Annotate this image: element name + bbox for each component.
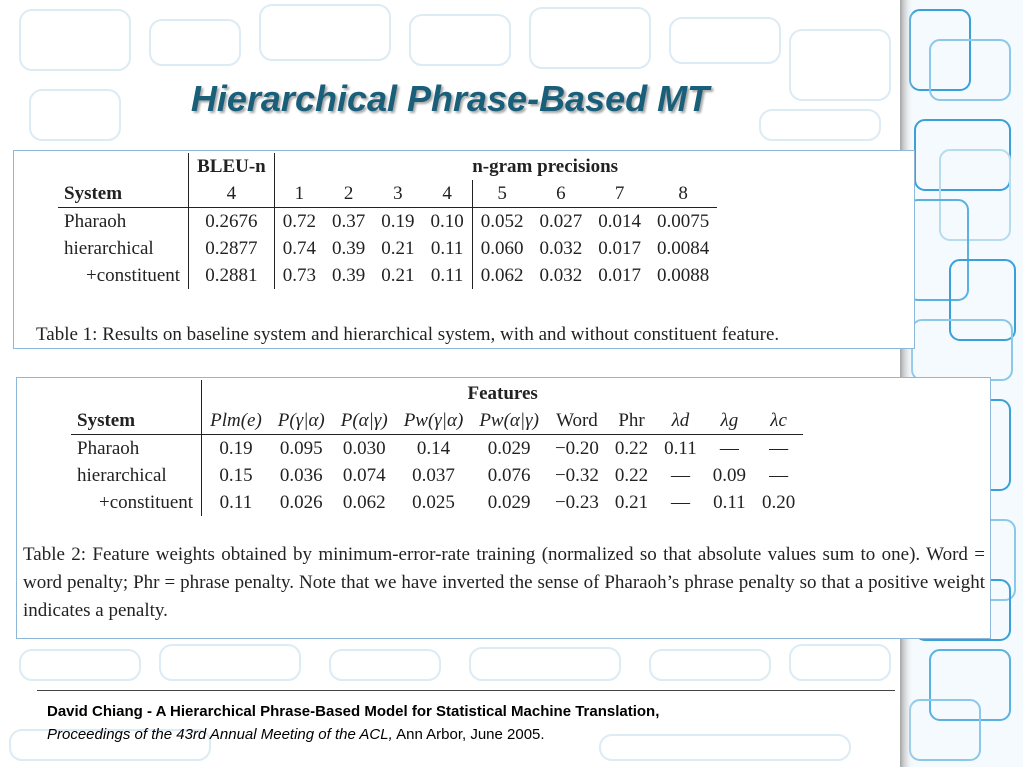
table2-cell: 0.19: [202, 435, 270, 463]
table1-cell: 0.2877: [189, 235, 275, 262]
table2-cell: —: [769, 437, 789, 459]
table2-cell: 0.11: [202, 489, 270, 516]
table1-ngram-header-left: [274, 153, 472, 180]
table1-cell: 0.060: [472, 235, 531, 262]
table2-panel: [16, 377, 991, 639]
table1-cell: hierarchical: [64, 237, 154, 259]
table2-cell: −0.32: [554, 464, 599, 486]
table1: [58, 153, 717, 289]
table1-cell: Pharaoh: [64, 210, 127, 232]
table1-header-row: [58, 180, 717, 208]
table1-cell: 0.2881: [189, 262, 275, 289]
table2-cell: 0.036: [279, 464, 323, 486]
table2-cell: −0.20: [554, 437, 599, 459]
table1-col-p4: 4: [422, 180, 472, 208]
table2-col-pw-gamma-alpha: Pw(γ|α): [396, 407, 472, 435]
citation-title: David Chiang - A Hierarchical Phrase-Based Model for Statistical Machine Translation,: [47, 703, 660, 720]
table1-top-header-row: [58, 153, 717, 180]
table2-cell: —: [670, 491, 690, 513]
table2-cell: —: [769, 464, 789, 486]
table1-col-p8: 8: [649, 180, 717, 208]
table1-col-bleu4: 4: [189, 180, 275, 208]
table2-features-header: Features: [202, 380, 804, 407]
table2-cell: 0.22: [614, 464, 649, 486]
table1-cell: 0.37: [331, 210, 366, 232]
table1-cell: 0.062: [472, 262, 531, 289]
table-row: [58, 208, 717, 236]
table1-bleu-header: BLEU-n: [189, 153, 275, 180]
citation: [47, 700, 897, 746]
table1-cell: +constituent: [86, 264, 181, 286]
table1-cell: 0.11: [430, 237, 464, 259]
table-row: [58, 262, 717, 289]
table2-cell: Pharaoh: [77, 437, 140, 459]
table1-col-p6: 6: [531, 180, 590, 208]
table1-cell: 0.39: [331, 264, 366, 286]
table1-cell: 0.19: [381, 210, 415, 232]
table2-cell: —: [719, 437, 739, 459]
table2-cell: 0.029: [487, 491, 531, 513]
table2-cell: 0.025: [412, 491, 455, 513]
table2: [71, 380, 803, 516]
table1-cell: 0.032: [539, 237, 583, 259]
table-row: [71, 489, 803, 516]
footer-divider: [37, 690, 895, 691]
table2-cell: 0.030: [342, 437, 386, 459]
table2-cell: 0.076: [487, 464, 531, 486]
table2-col-p-gamma-alpha: P(γ|α): [270, 407, 333, 435]
table2-col-lambda-d: λd: [656, 407, 705, 435]
table1-ngram-header: n-gram precisions: [472, 155, 619, 177]
table2-cell: 0.11: [713, 491, 746, 513]
table1-cell: 0.74: [274, 235, 324, 262]
table1-cell: 0.0088: [656, 264, 710, 286]
table1-cell: 0.10: [430, 210, 464, 232]
table1-cell: 0.39: [331, 237, 366, 259]
table2-cell: 0.22: [614, 437, 649, 459]
slide-title: Hierarchical Phrase-Based MT: [190, 78, 710, 119]
table2-top-header-row: [71, 380, 803, 407]
table2-cell: 0.026: [279, 491, 323, 513]
table2-col-pw-alpha-gamma: Pw(α|γ): [471, 407, 547, 435]
table2-cell: 0.21: [614, 491, 649, 513]
table1-col-p2: 2: [324, 180, 373, 208]
table2-cell: —: [670, 464, 690, 486]
table-row: [71, 462, 803, 489]
citation-location: Ann Arbor, June 2005.: [392, 726, 545, 743]
table2-col-p-alpha-gamma: P(α|γ): [333, 407, 396, 435]
table1-cell: 0.052: [472, 208, 531, 236]
table-row: [71, 435, 803, 463]
table1-cell: 0.014: [598, 210, 641, 232]
table2-col-system: System: [71, 407, 202, 435]
table2-col-word: Word: [547, 407, 607, 435]
table1-cell: 0.2676: [189, 208, 275, 236]
table-row: [58, 235, 717, 262]
table2-cell: 0.062: [342, 491, 386, 513]
table2-caption: Table 2: Feature weights obtained by minimum-error-rate training (normalized so that absolute values sum to one). Word = word penalty; Phr = phrase penalty. Note that we have inverted the sense of Pharaoh’s phrase penalty so that a positive weight indicates a penalty.: [23, 544, 985, 621]
table1-cell: 0.017: [598, 264, 641, 286]
table1-cell: 0.032: [539, 264, 583, 286]
table2-cell: 0.029: [487, 437, 531, 459]
table2-cell: 0.09: [712, 464, 746, 486]
table2-col-phr: Phr: [607, 407, 656, 435]
table2-col-lambda-g: λg: [705, 407, 754, 435]
table1-cell: 0.0084: [656, 237, 710, 259]
table2-cell: 0.11: [664, 437, 697, 459]
table2-header-row: [71, 407, 803, 435]
table2-cell: 0.095: [279, 437, 323, 459]
table2-cell: 0.074: [342, 464, 386, 486]
table1-cell: 0.21: [381, 264, 415, 286]
table1-cell: 0.017: [598, 237, 641, 259]
table1-panel: [13, 150, 915, 349]
table1-col-p3: 3: [373, 180, 422, 208]
table2-cell: hierarchical: [77, 464, 167, 486]
table1-cell: 0.11: [430, 264, 464, 286]
table2-cell: 0.037: [412, 464, 455, 486]
table2-col-lambda-c: λc: [754, 407, 803, 435]
table1-col-p7: 7: [590, 180, 649, 208]
citation-venue: Proceedings of the 43rd Annual Meeting of the ACL,: [47, 726, 393, 743]
table1-cell: 0.72: [274, 208, 324, 236]
table1-cell: 0.0075: [656, 210, 710, 232]
table2-cell: 0.14: [416, 437, 451, 459]
table1-cell: 0.21: [381, 237, 415, 259]
table1-col-p5: 5: [472, 180, 531, 208]
table1-col-p1: 1: [274, 180, 324, 208]
table2-cell: −0.23: [554, 491, 599, 513]
table1-caption: Table 1: Results on baseline system and hierarchical system, with and without constituent feature.: [36, 324, 780, 345]
table2-cell: 0.15: [202, 462, 270, 489]
table1-cell: 0.73: [274, 262, 324, 289]
table1-col-system: System: [58, 180, 189, 208]
table2-cell: 0.20: [761, 491, 796, 513]
table2-cell: +constituent: [99, 491, 194, 513]
table2-col-plm: Plm(e): [202, 407, 270, 435]
table1-cell: 0.027: [539, 210, 583, 232]
